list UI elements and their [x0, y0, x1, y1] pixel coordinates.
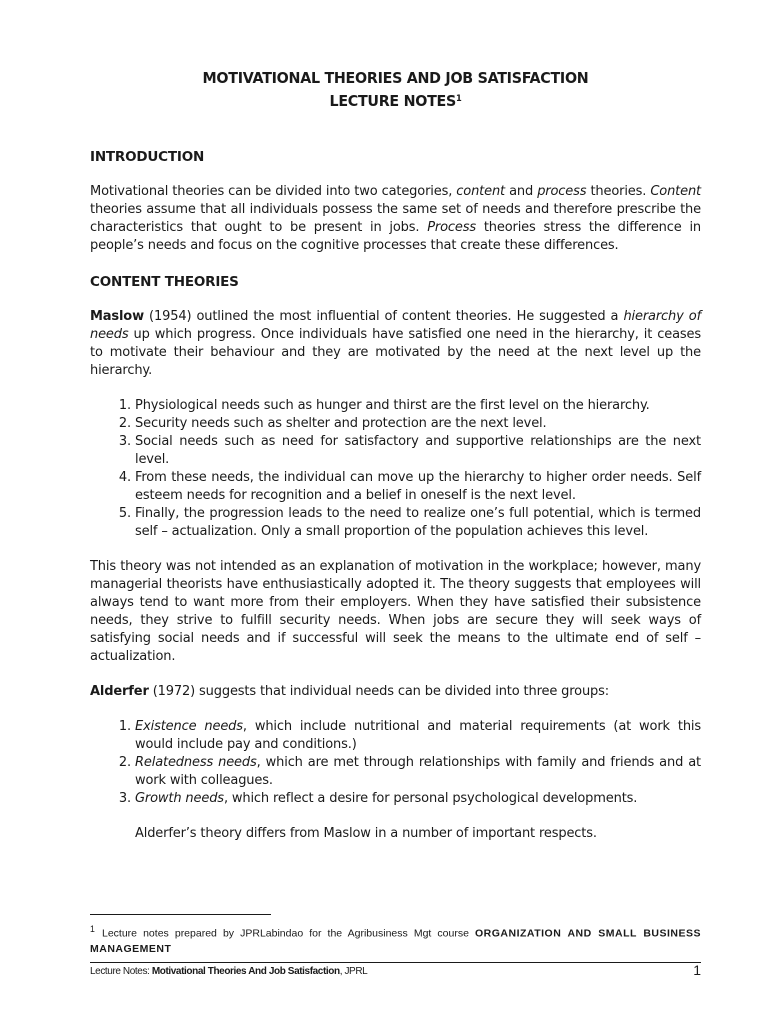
title-footnote-mark[interactable]: 1: [456, 94, 462, 104]
list-item: 1. Existence needs, which include nutritional and material requirements (at work this would include pay and conditions.): [135, 718, 701, 754]
maslow-paragraph: Maslow (1954) outlined the most influential of content theories. He suggested a hierarchy of needs up which progress. Once individuals have satisfied one need in the hierarchy, it ceases to motivate their behaviour and they are motivated by the need at the next level up the hierarchy.: [90, 309, 701, 378]
content-theories-heading: CONTENT THEORIES: [90, 274, 239, 290]
list-item: 2. Relatedness needs, which are met through relationships with family and friends and at work with colleagues.: [135, 754, 701, 790]
footnote-course-name: ORGANIZATION AND SMALL BUSINESS MANAGEMENT: [90, 927, 702, 955]
page-number: 1: [693, 962, 701, 978]
footnote: $^1$ Lecture notes prepared by JPRLabindao for the Agribusiness Mgt course ORGANIZATION AND SMALL BUSINESS MANAGEMENT: [90, 924, 702, 955]
document-page: [90, 68, 701, 843]
intro-paragraph: Motivational theories can be divided into two categories, content and process theories. Content theories assume that all individuals possess the same set of needs and therefore prescribe the characteristics that ought to be present in jobs. Process theories stress the difference in people’s needs and focus on the cognitive processes that create these differences.: [90, 184, 701, 253]
theory-paragraph: This theory was not intended as an explanation of motivation in the workplace; however, many managerial theorists have enthusiastically adopted it. The theory suggests that employees will always tend to want more from their employers. When they have satisfied their subsistence needs, they strive to fulfill security needs. When jobs are secure they will seek ways of satisfying social needs and if successful will seek the means to the ultimate end of self – actualization.: [90, 559, 701, 664]
list-item: 3. Social needs such as need for satisfactory and supportive relationships are the next level.: [135, 433, 701, 469]
document-title: [114, 68, 676, 112]
maslow-list: [90, 397, 701, 541]
list-item: 2. Security needs such as shelter and protection are the next level.: [135, 415, 701, 433]
page-footer: Lecture Notes: Motivational Theories And Job Satisfaction, JPRL: [90, 966, 368, 977]
footer-divider: [90, 962, 701, 963]
alderfer-name: Alderfer: [90, 684, 149, 699]
list-item: 5. Finally, the progression leads to the need to realize one’s full potential, which is termed self – actualization. Only a small proportion of the population achieves this level.: [135, 505, 701, 541]
alderfer-paragraph: Alderfer (1972) suggests that individual needs can be divided into three groups:: [90, 684, 610, 699]
list-item: 4. From these needs, the individual can move up the hierarchy to higher order needs. Self esteem needs for recognition and a belief in oneself is the next level.: [135, 469, 701, 505]
intro-heading: INTRODUCTION: [90, 149, 205, 165]
alderfer-list: [90, 718, 701, 808]
list-item: 1. Physiological needs such as hunger and thirst are the first level on the hierarchy.: [135, 397, 701, 415]
title-line-2: LECTURE NOTES$^1$: [329, 92, 462, 110]
list-item: 3. Growth needs, which reflect a desire for personal psychological developments.: [135, 790, 701, 808]
footnote-number: 1: [90, 924, 95, 934]
footnote-divider: [90, 914, 271, 915]
alderfer-difference: Alderfer’s theory differs from Maslow in a number of important respects.: [135, 826, 597, 841]
title-line-1: MOTIVATIONAL THEORIES AND JOB SATISFACTION: [202, 69, 589, 87]
maslow-name: Maslow: [90, 309, 144, 324]
